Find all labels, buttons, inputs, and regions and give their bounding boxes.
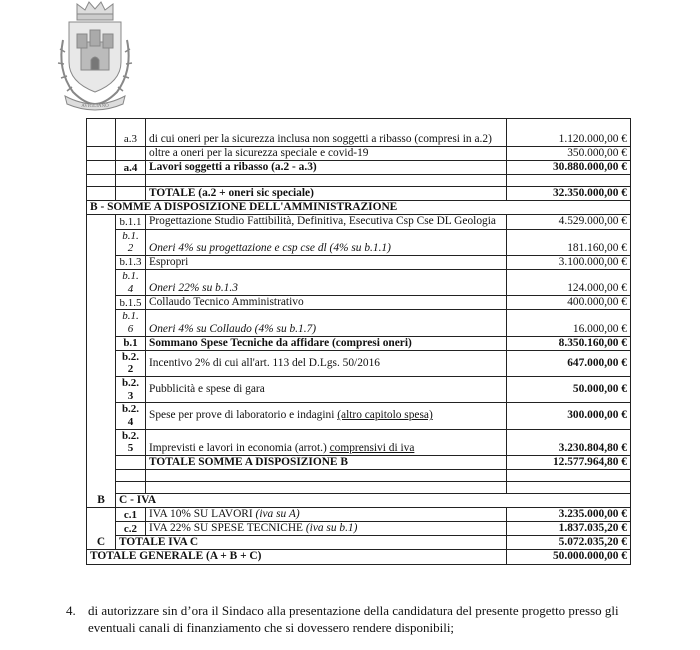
row-description: di cui oneri per la sicurezza inclusa non soggetti a ribasso (compresi in a.2) [146,119,507,147]
subtotal-amount: 5.072.035,20 € [507,536,631,550]
subtotal-row [87,536,631,550]
row-amount: 8.350.160,00 € [507,336,631,350]
svg-text:AVIGLIANO: AVIGLIANO [81,104,109,109]
row-code: c.1 [116,508,146,522]
row-amount: 181.160,00 € [507,229,631,255]
row-amount: 3.100.000,00 € [507,255,631,269]
row-description: Lavori soggetti a ribasso (a.2 - a.3) [146,161,507,175]
section-letter: C [87,508,116,550]
row-description: Espropri [146,255,507,269]
table-row [87,429,631,455]
subtotal-label: TOTALE SOMME A DISPOSIZIONE B [146,455,507,469]
subtotal-row [87,455,631,469]
grand-total-row [87,550,631,564]
row-code: b.2. 5 [116,429,146,455]
table-row [87,508,631,522]
row-code: c.2 [116,522,146,536]
table-row [87,377,631,403]
row-code: b.1.3 [116,255,146,269]
subtotal-label: TOTALE (a.2 + oneri sic speciale) [146,187,507,201]
table-row [87,522,631,536]
section-letter: B [87,215,116,508]
table-row [87,147,631,161]
row-description: Oneri 4% su progettazione e csp cse dl (4% su b.1.1) [146,229,507,255]
row-code: b.2. 4 [116,403,146,429]
row-amount: 647.000,00 € [507,350,631,376]
row-description: Spese per prove di laboratorio e indagini (altro capitolo spesa) [146,403,507,429]
row-amount: 30.880.000,00 € [507,161,631,175]
row-code: a.4 [116,161,146,175]
row-amount: 3.230.804,80 € [507,429,631,455]
section-header-b [87,201,631,215]
paragraph-text: di autorizzare sin d’ora il Sindaco alla presentazione della candidatura del presente progetto presso gli eventuali canali di finanziamento che si dovessero rendere disponibili; [88,603,619,635]
subtotal-amount: 32.350.000,00 € [507,187,631,201]
table-row [87,215,631,229]
section-title: B - SOMME A DISPOSIZIONE DELL'AMMINISTRAZIONE [87,201,631,215]
row-description: Oneri 22% su b.1.3 [146,269,507,295]
grand-total-amount: 50.000.000,00 € [507,550,631,564]
table-row [87,255,631,269]
subtotal-amount: 12.577.964,80 € [507,455,631,469]
row-amount: 1.837.035,20 € [507,522,631,536]
table-row [87,336,631,350]
row-description: oltre a oneri per la sicurezza speciale e covid-19 [146,147,507,161]
row-code: b.1.5 [116,296,146,310]
row-description: Incentivo 2% di cui all'art. 113 del D.Lgs. 50/2016 [146,350,507,376]
row-amount: 4.529.000,00 € [507,215,631,229]
row-amount: 300.000,00 € [507,403,631,429]
row-amount: 3.235.000,00 € [507,508,631,522]
table-row [87,296,631,310]
row-amount: 350.000,00 € [507,147,631,161]
row-code: a.3 [116,119,146,147]
row-code: b.2. 2 [116,350,146,376]
table-row [87,403,631,429]
row-amount: 50.000,00 € [507,377,631,403]
table-row [87,350,631,376]
row-description: Collaudo Tecnico Amministrativo [146,296,507,310]
row-description: IVA 10% SU LAVORI (iva su A) [146,508,507,522]
table-row [87,310,631,336]
row-amount: 124.000,00 € [507,269,631,295]
section-header-c [87,493,631,507]
paragraph-number: 4. [66,603,76,618]
row-code: b.1. 6 [116,310,146,336]
row-code: b.1. 2 [116,229,146,255]
row-code: b.1.1 [116,215,146,229]
row-description: Progettazione Studio Fattibilità, Definitiva, Esecutiva Csp Cse DL Geologia [146,215,507,229]
row-description: Oneri 4% su Collaudo (4% su b.1.7) [146,310,507,336]
row-code: b.1 [116,336,146,350]
row-description: Pubblicità e spese di gara [146,377,507,403]
row-code: b.1. 4 [116,269,146,295]
row-amount: 16.000,00 € [507,310,631,336]
grand-total-label: TOTALE GENERALE (A + B + C) [87,550,507,564]
row-amount: 400.000,00 € [507,296,631,310]
subtotal-row [87,187,631,201]
row-description: IVA 22% SU SPESE TECNICHE (iva su b.1) [146,522,507,536]
row-description: Sommano Spese Tecniche da affidare (compresi oneri) [146,336,507,350]
municipal-coat-of-arms-icon [55,0,135,115]
section-title: C - IVA [116,493,631,507]
row-code: b.2. 3 [116,377,146,403]
table-row [87,161,631,175]
table-row [87,229,631,255]
row-amount: 1.120.000,00 € [507,119,631,147]
table-row [87,119,631,147]
table-row [87,269,631,295]
economic-summary-table [86,118,631,565]
subtotal-label: TOTALE IVA C [116,536,507,550]
resolution-paragraph [66,602,646,636]
row-description: Imprevisti e lavori in economia (arrot.) comprensivi di iva [146,429,507,455]
